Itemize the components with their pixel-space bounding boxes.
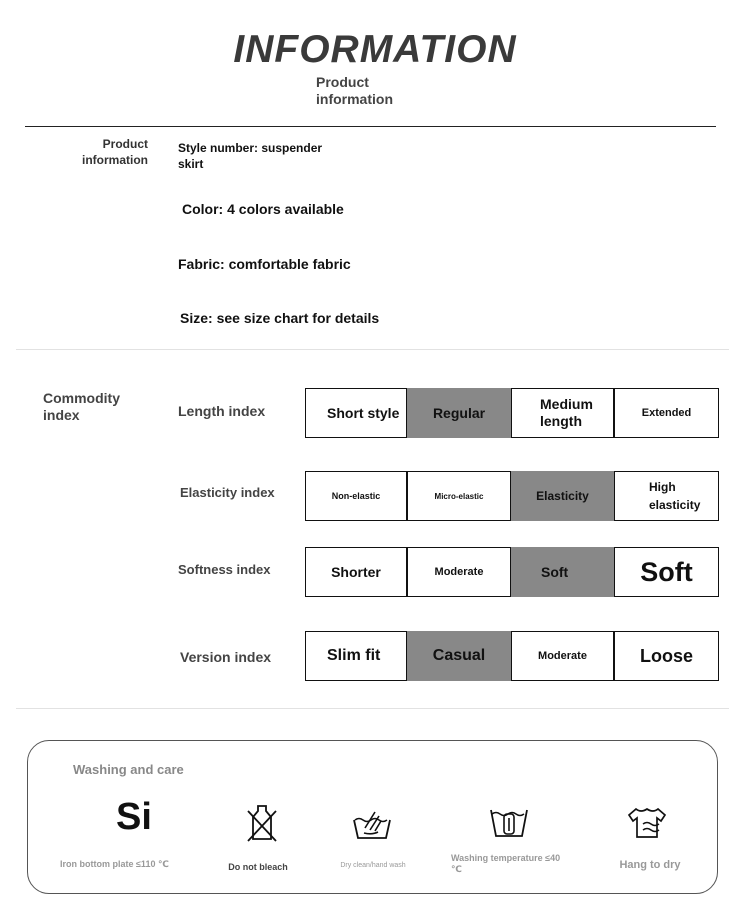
softness-option-soft-max: Soft <box>614 547 719 597</box>
color-info: Color: 4 colors available <box>182 201 344 217</box>
no-bleach-label: Do not bleach <box>228 862 288 872</box>
length-option-extended: Extended <box>614 388 719 438</box>
divider <box>16 349 729 350</box>
iron-label: Iron bottom plate ≤110 ℃ <box>60 859 169 869</box>
page-subtitle: Product information <box>316 74 393 107</box>
divider <box>25 126 716 127</box>
hang-dry-icon <box>628 806 666 840</box>
fabric-info: Fabric: comfortable fabric <box>178 256 351 272</box>
version-index-label: Version index <box>180 649 272 665</box>
softness-option-shorter: Shorter <box>305 547 407 597</box>
wash-temperature-label: Washing temperature ≤40 ℃ <box>451 853 561 874</box>
length-index-scale <box>305 388 719 438</box>
version-option-slim-fit: Slim fit <box>305 631 407 681</box>
version-index-scale <box>305 631 719 681</box>
version-option-moderate: Moderate <box>511 631 614 681</box>
commodity-index-label: Commodity index <box>43 390 120 423</box>
elasticity-option-micro-elastic: Micro-elastic <box>407 471 511 521</box>
elasticity-index-label: Elasticity index <box>180 485 275 500</box>
softness-option-soft: Soft <box>511 547 614 597</box>
elasticity-option-non-elastic: Non-elastic <box>305 471 407 521</box>
style-number: Style number: suspender skirt <box>178 141 323 171</box>
length-option-short-style: Short style <box>305 388 407 438</box>
hand-wash-label: Dry clean/hand wash <box>340 862 406 869</box>
softness-index-scale <box>305 547 719 597</box>
elasticity-index-scale <box>305 471 719 521</box>
length-index-label: Length index <box>178 403 266 419</box>
wash-temperature-icon <box>489 806 529 840</box>
version-option-loose: Loose <box>614 631 719 681</box>
softness-index-label: Softness index <box>178 562 271 577</box>
elasticity-option-elasticity: Elasticity <box>511 471 614 521</box>
hand-wash-icon <box>351 806 393 842</box>
no-bleach-icon <box>245 803 279 843</box>
softness-option-moderate: Moderate <box>407 547 511 597</box>
divider <box>16 708 729 709</box>
si-icon: Si <box>116 796 152 838</box>
washing-care-title: Washing and care <box>73 762 184 777</box>
version-option-casual: Casual <box>407 631 511 681</box>
page-title: INFORMATION <box>233 28 517 71</box>
product-info-label: Product information <box>82 137 148 167</box>
size-info: Size: see size chart for details <box>180 310 380 326</box>
length-option-regular: Regular <box>407 388 511 438</box>
elasticity-option-high-elasticity: High elasticity <box>614 471 719 521</box>
length-option-medium-length: Medium length <box>511 388 614 438</box>
hang-dry-label: Hang to dry <box>619 859 681 871</box>
